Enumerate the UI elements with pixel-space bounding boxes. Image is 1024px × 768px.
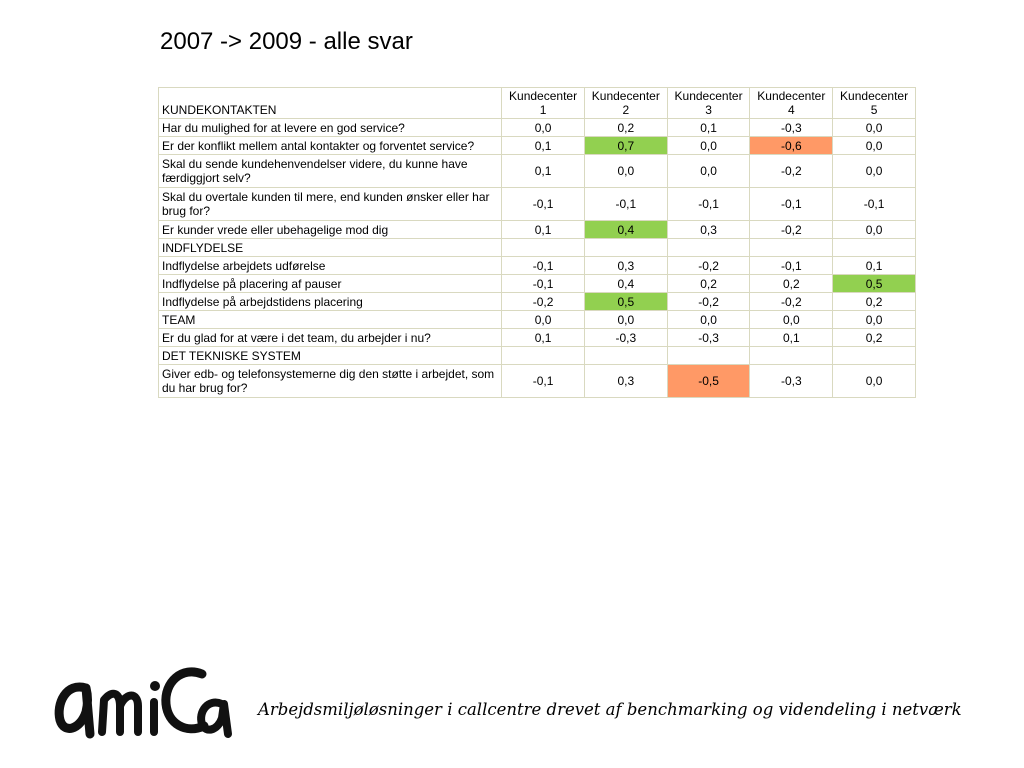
value-cell: -0,1 bbox=[833, 188, 916, 221]
value-cell bbox=[750, 347, 833, 365]
value-cell: -0,3 bbox=[584, 329, 667, 347]
value-cell: -0,3 bbox=[667, 329, 750, 347]
column-header-name: Kundecenter bbox=[591, 89, 660, 103]
table-row bbox=[159, 293, 916, 311]
row-label: Indflydelse på arbejdstidens placering bbox=[159, 293, 502, 311]
header-label: KUNDEKONTAKTEN bbox=[159, 88, 502, 119]
value-cell: 0,0 bbox=[667, 311, 750, 329]
tagline: Arbejdsmiljøløsninger i callcentre drevet af benchmarking og videndeling i netværk bbox=[258, 700, 962, 719]
value-cell: -0,3 bbox=[750, 119, 833, 137]
value-cell: -0,2 bbox=[750, 221, 833, 239]
row-label: TEAM bbox=[159, 311, 502, 329]
table-row bbox=[159, 329, 916, 347]
value-cell: 0,1 bbox=[502, 329, 585, 347]
table-row bbox=[159, 365, 916, 398]
value-cell: -0,3 bbox=[750, 365, 833, 398]
value-cell: 0,1 bbox=[833, 257, 916, 275]
page-title: 2007 -> 2009 - alle svar bbox=[160, 28, 413, 55]
column-header-number: 3 bbox=[705, 103, 712, 117]
value-cell: -0,6 bbox=[750, 137, 833, 155]
value-cell: 0,3 bbox=[584, 365, 667, 398]
value-cell: -0,1 bbox=[502, 257, 585, 275]
value-cell: 0,0 bbox=[750, 311, 833, 329]
value-cell bbox=[667, 347, 750, 365]
value-cell: 0,3 bbox=[584, 257, 667, 275]
value-cell bbox=[833, 347, 916, 365]
survey-table bbox=[158, 87, 916, 398]
table-row bbox=[159, 239, 916, 257]
row-label: Indflydelse arbejdets udførelse bbox=[159, 257, 502, 275]
value-cell: -0,2 bbox=[667, 257, 750, 275]
value-cell: 0,2 bbox=[584, 119, 667, 137]
value-cell: -0,2 bbox=[667, 293, 750, 311]
value-cell: 0,0 bbox=[833, 137, 916, 155]
value-cell: -0,1 bbox=[584, 188, 667, 221]
column-header-number: 2 bbox=[622, 103, 630, 117]
value-cell bbox=[584, 347, 667, 365]
value-cell: 0,0 bbox=[667, 137, 750, 155]
column-header-name: Kundecenter bbox=[840, 89, 909, 103]
row-label: Skal du sende kundehenvendelser videre, du kunne have færdiggjort selv? bbox=[159, 155, 502, 188]
value-cell: 0,1 bbox=[502, 221, 585, 239]
column-header-kundecenter-4 bbox=[750, 88, 833, 119]
row-label: Er kunder vrede eller ubehagelige mod dig bbox=[159, 221, 502, 239]
column-header-number: 5 bbox=[870, 103, 878, 117]
table-row bbox=[159, 275, 916, 293]
value-cell: -0,1 bbox=[667, 188, 750, 221]
value-cell: 0,2 bbox=[833, 293, 916, 311]
table-row bbox=[159, 221, 916, 239]
table-row bbox=[159, 311, 916, 329]
value-cell: 0,5 bbox=[833, 275, 916, 293]
value-cell: 0,0 bbox=[502, 311, 585, 329]
value-cell: 0,7 bbox=[584, 137, 667, 155]
value-cell: -0,2 bbox=[750, 155, 833, 188]
value-cell: 0,2 bbox=[667, 275, 750, 293]
row-label: Er der konflikt mellem antal kontakter og forventet service? bbox=[159, 137, 502, 155]
value-cell: 0,5 bbox=[584, 293, 667, 311]
column-header-number: 1 bbox=[539, 103, 547, 117]
table-header-row bbox=[159, 88, 916, 119]
column-header-name: Kundecenter bbox=[674, 89, 743, 103]
value-cell: 0,0 bbox=[667, 155, 750, 188]
value-cell: 0,1 bbox=[750, 329, 833, 347]
table-row bbox=[159, 119, 916, 137]
row-label: Har du mulighed for at levere en god service? bbox=[159, 119, 502, 137]
column-header-number: 4 bbox=[787, 103, 795, 117]
value-cell: -0,1 bbox=[502, 275, 585, 293]
column-header-name: Kundecenter bbox=[509, 89, 578, 103]
value-cell: 0,0 bbox=[584, 311, 667, 329]
value-cell bbox=[833, 239, 916, 257]
value-cell: 0,0 bbox=[833, 311, 916, 329]
value-cell: 0,0 bbox=[833, 155, 916, 188]
value-cell: 0,0 bbox=[833, 119, 916, 137]
row-label: INDFLYDELSE bbox=[159, 239, 502, 257]
value-cell: 0,0 bbox=[584, 155, 667, 188]
column-header-kundecenter-2 bbox=[584, 88, 667, 119]
value-cell: 0,0 bbox=[502, 119, 585, 137]
value-cell: 0,2 bbox=[750, 275, 833, 293]
table-row bbox=[159, 347, 916, 365]
value-cell: 0,1 bbox=[502, 155, 585, 188]
value-cell: -0,1 bbox=[502, 188, 585, 221]
value-cell bbox=[502, 347, 585, 365]
value-cell bbox=[584, 239, 667, 257]
row-label: Skal du overtale kunden til mere, end kunden ønsker eller har brug for? bbox=[159, 188, 502, 221]
column-header-kundecenter-3 bbox=[667, 88, 750, 119]
table-body bbox=[159, 119, 916, 398]
column-header-kundecenter-1 bbox=[502, 88, 585, 119]
row-label: Er du glad for at være i det team, du arbejder i nu? bbox=[159, 329, 502, 347]
row-label: DET TEKNISKE SYSTEM bbox=[159, 347, 502, 365]
value-cell: 0,4 bbox=[584, 221, 667, 239]
value-cell: 0,1 bbox=[667, 119, 750, 137]
table-row bbox=[159, 155, 916, 188]
value-cell: -0,1 bbox=[750, 257, 833, 275]
table-row bbox=[159, 188, 916, 221]
value-cell: 0,0 bbox=[833, 365, 916, 398]
value-cell: -0,2 bbox=[750, 293, 833, 311]
column-header-name: Kundecenter bbox=[757, 89, 826, 103]
row-label: Indflydelse på placering af pauser bbox=[159, 275, 502, 293]
column-header-kundecenter-5 bbox=[833, 88, 916, 119]
table-row bbox=[159, 257, 916, 275]
value-cell: -0,1 bbox=[502, 365, 585, 398]
row-label: Giver edb- og telefonsystemerne dig den støtte i arbejdet, som du har brug for? bbox=[159, 365, 502, 398]
value-cell: 0,1 bbox=[502, 137, 585, 155]
value-cell: -0,5 bbox=[667, 365, 750, 398]
amica-logo bbox=[52, 660, 242, 742]
value-cell: 0,3 bbox=[667, 221, 750, 239]
value-cell bbox=[667, 239, 750, 257]
value-cell bbox=[502, 239, 585, 257]
value-cell: -0,2 bbox=[502, 293, 585, 311]
value-cell: 0,0 bbox=[833, 221, 916, 239]
value-cell: 0,4 bbox=[584, 275, 667, 293]
value-cell: 0,2 bbox=[833, 329, 916, 347]
table-row bbox=[159, 137, 916, 155]
value-cell: -0,1 bbox=[750, 188, 833, 221]
value-cell bbox=[750, 239, 833, 257]
